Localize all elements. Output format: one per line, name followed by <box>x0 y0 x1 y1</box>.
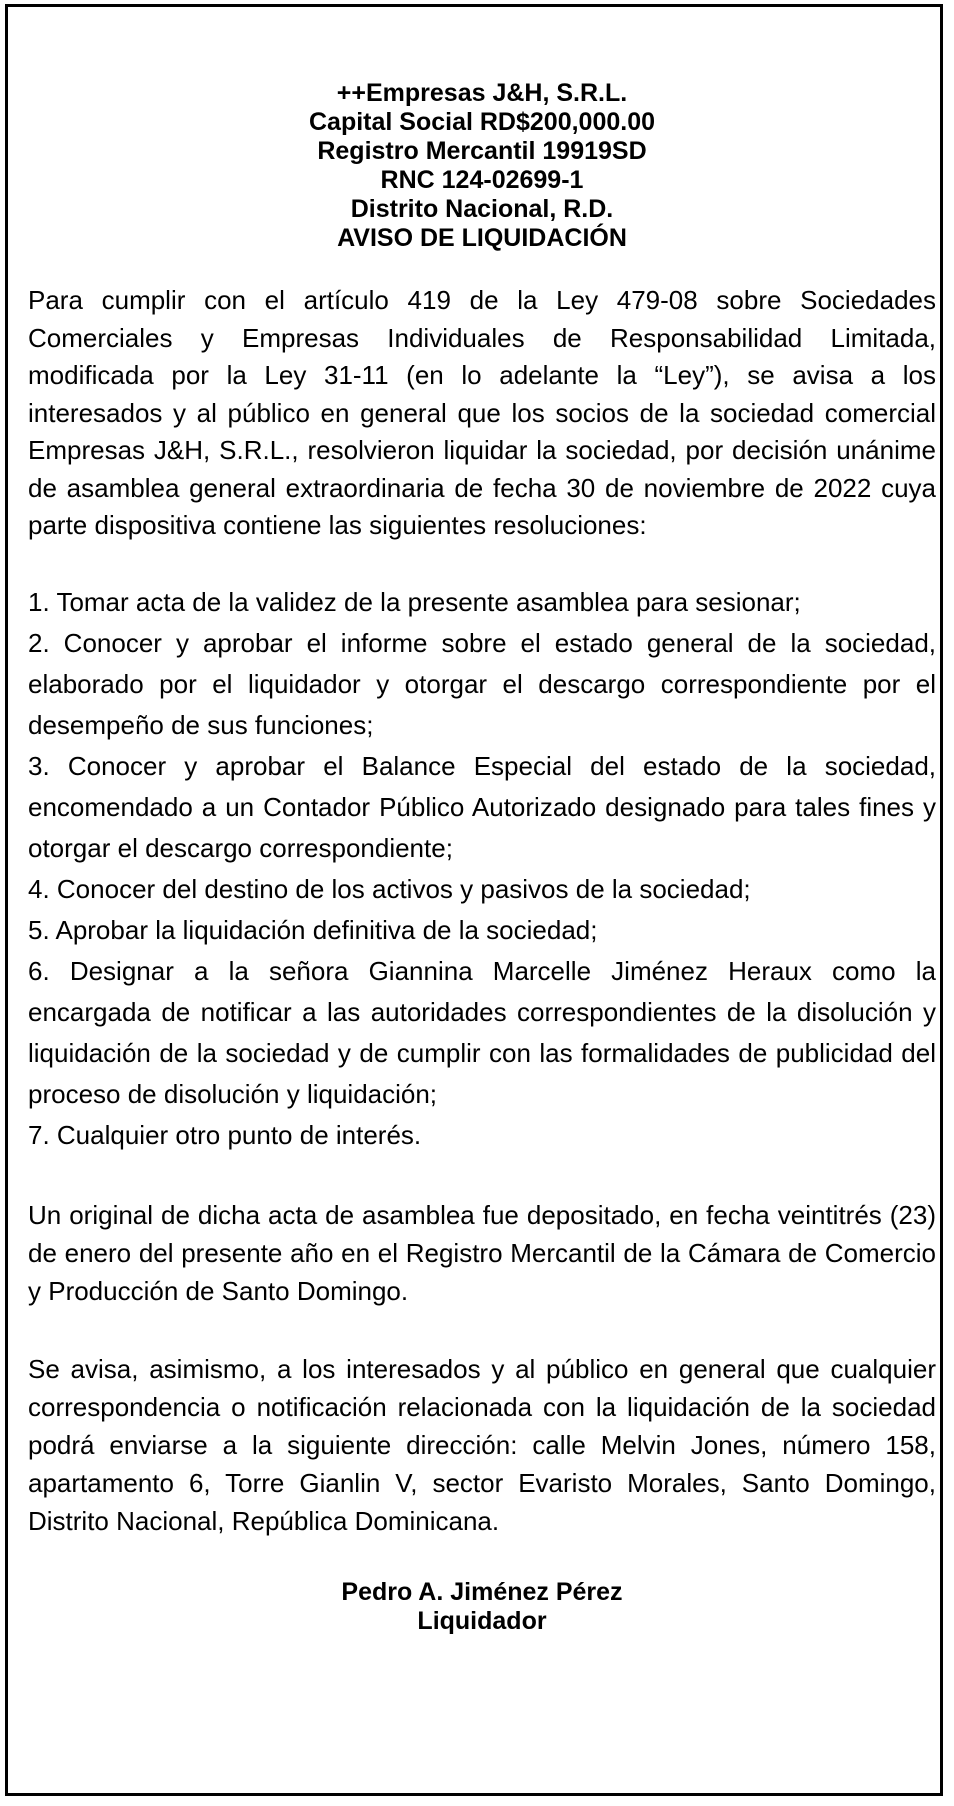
intro-paragraph: Para cumplir con el artículo 419 de la Ley 479-08 sobre Sociedades Comerciales y Empresas Individuales de Responsabilidad Limitada, modificada por la Ley 31-11 (en lo adelante la “Ley”), se avisa a los interesados y al público en general que los socios de la sociedad comercial Empresas J&H, S.R.L., resolvieron liquidar la sociedad, por decisión unánime de asamblea general extraordinaria de fecha 30 de noviembre de 2022 cuya parte dispositiva contiene las siguientes resoluciones: <box>28 285 936 540</box>
notice-content <box>28 79 936 1636</box>
resolution-item-6: 6. Designar a la señora Giannina Marcelle Jiménez Heraux como la encargada de notificar a las autoridades correspondientes de la disolución y liquidación de la sociedad y de cumplir con las formalidades de publicidad del proceso de disolución y liquidación; <box>28 955 936 1109</box>
resolution-item-5: 5. Aprobar la liquidación definitiva de la sociedad; <box>28 914 598 945</box>
deposit-paragraph: Un original de dicha acta de asamblea fue depositado, en fecha veintitrés (23) de enero del presente año en el Registro Mercantil de la Cámara de Comercio y Producción de Santo Domingo. <box>28 1199 936 1306</box>
resolution-item-3: 3. Conocer y aprobar el Balance Especial del estado de la sociedad, encomendado a un Contador Público Autorizado designado para tales fines y otorgar el descargo correspondiente; <box>28 750 936 863</box>
signatory-name: Pedro A. Jiménez Pérez <box>341 1577 623 1606</box>
notice-title: AVISO DE LIQUIDACIÓN <box>337 224 627 252</box>
resolutions-list <box>28 582 936 1156</box>
capital-social: Capital Social RD$200,000.00 <box>308 108 656 136</box>
address-paragraph: Se avisa, asimismo, a los interesados y al público en general que cualquier correspondencia o notificación relacionada con la liquidación de la sociedad podrá enviarse a la siguiente dirección: calle Melvin Jones, número 158, apartamento 6, Torre Gianlin V, sector Evaristo Morales, Santo Domingo, Distrito Nacional, República Dominicana. <box>28 1353 936 1536</box>
resolution-item-7: 7. Cualquier otro punto de interés. <box>28 1119 422 1150</box>
signatory-role: Liquidador <box>417 1606 547 1635</box>
resolution-item-2: 2. Conocer y aprobar el informe sobre el estado general de la sociedad, elaborado por el liquidador y otorgar el descargo correspondiente por el desempeño de sus funciones; <box>28 627 936 740</box>
resolution-item-4: 4. Conocer del destino de los activos y pasivos de la sociedad; <box>28 873 751 904</box>
company-location: Distrito Nacional, R.D. <box>350 195 614 223</box>
rnc-number: RNC 124-02699-1 <box>380 166 584 194</box>
signature-block <box>28 1578 936 1636</box>
resolution-item-1: 1. Tomar acta de la validez de la presente asamblea para sesionar; <box>28 586 801 617</box>
notice-border <box>5 4 943 1796</box>
registro-mercantil: Registro Mercantil 19919SD <box>317 137 647 165</box>
company-name: ++Empresas J&H, S.R.L. <box>336 79 628 107</box>
notice-header <box>28 79 936 253</box>
